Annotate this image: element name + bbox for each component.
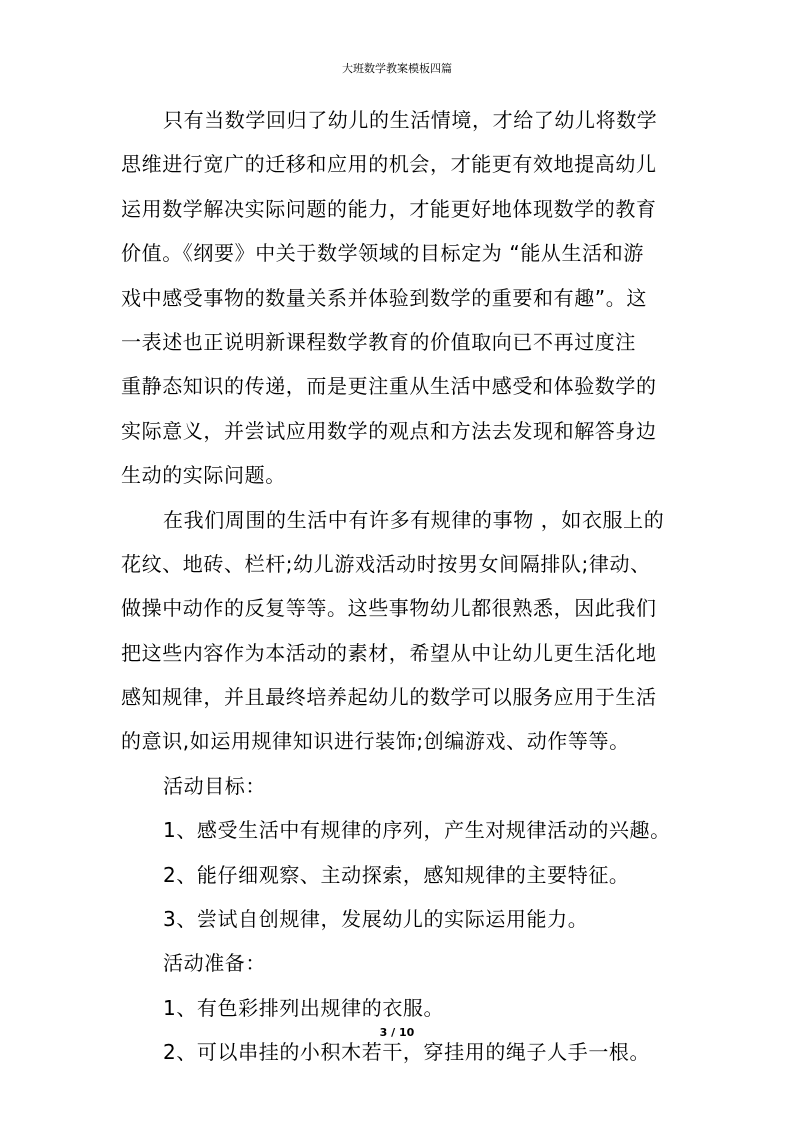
text-line: 的意识,如运用规律知识进行装饰;创编游戏、动作等等。 — [121, 729, 630, 754]
text-line: 运用数学解决实际问题的能力，才能更好地体现数学的教育 — [121, 196, 657, 221]
text-line: 做操中动作的反复等等。这些事物幼儿都很熟悉，因此我们 — [121, 596, 657, 621]
text-line: 生动的实际问题。 — [121, 463, 286, 488]
text-line: 在我们周围的生活中有许多有规律的事物 ，如衣服上的 — [163, 507, 665, 532]
text-line: 一表述也正说明新课程数学教育的价值取向已不再过度注 — [121, 329, 636, 354]
text-line: 花纹、地砖、栏杆;幼儿游戏活动时按男女间隔排队;律动、 — [121, 551, 651, 576]
text-line: 只有当数学回归了幼儿的生活情境，才给了幼儿将数学 — [163, 108, 658, 132]
list-item: 1、感受生活中有规律的序列，产生对规律活动的兴趣。 — [163, 818, 671, 843]
text-line: 价值。《纲要》中关于数学领域的目标定为 “能从生活和游 — [121, 241, 644, 266]
text-line: 思维进行宽广的迁移和应用的机会，才能更有效地提高幼儿 — [121, 152, 657, 177]
section-heading: 活动准备： — [163, 951, 266, 976]
list-item: 2、可以串挂的小积木若干，穿挂用的绳子人手一根。 — [163, 1040, 651, 1065]
text-line: 戏中感受事物的数量关系并体验到数学的重要和有趣”。这 — [121, 285, 647, 310]
list-item: 1、有色彩排列出规律的衣服。 — [163, 995, 445, 1020]
section-heading: 活动目标： — [163, 773, 266, 798]
page-header-title: 大班数学教案模板四篇 — [342, 62, 452, 75]
list-item: 2、能仔细观察、主动探索，感知规律的主要特征。 — [163, 862, 630, 887]
text-line: 重静态知识的传递，而是更注重从生活中感受和体验数学的 — [121, 374, 657, 399]
text-line: 感知规律，并且最终培养起幼儿的数学可以服务应用于生活 — [121, 685, 657, 710]
document-body — [121, 98, 681, 1075]
page-number: 3 / 10 — [379, 1026, 415, 1039]
text-line: 把这些内容作为本活动的素材，希望从中让幼儿更生活化地 — [121, 640, 657, 665]
list-item: 3、尝试自创规律，发展幼儿的实际运用能力。 — [163, 907, 589, 932]
text-line: 实际意义，并尝试应用数学的观点和方法去发现和解答身边 — [121, 418, 657, 443]
